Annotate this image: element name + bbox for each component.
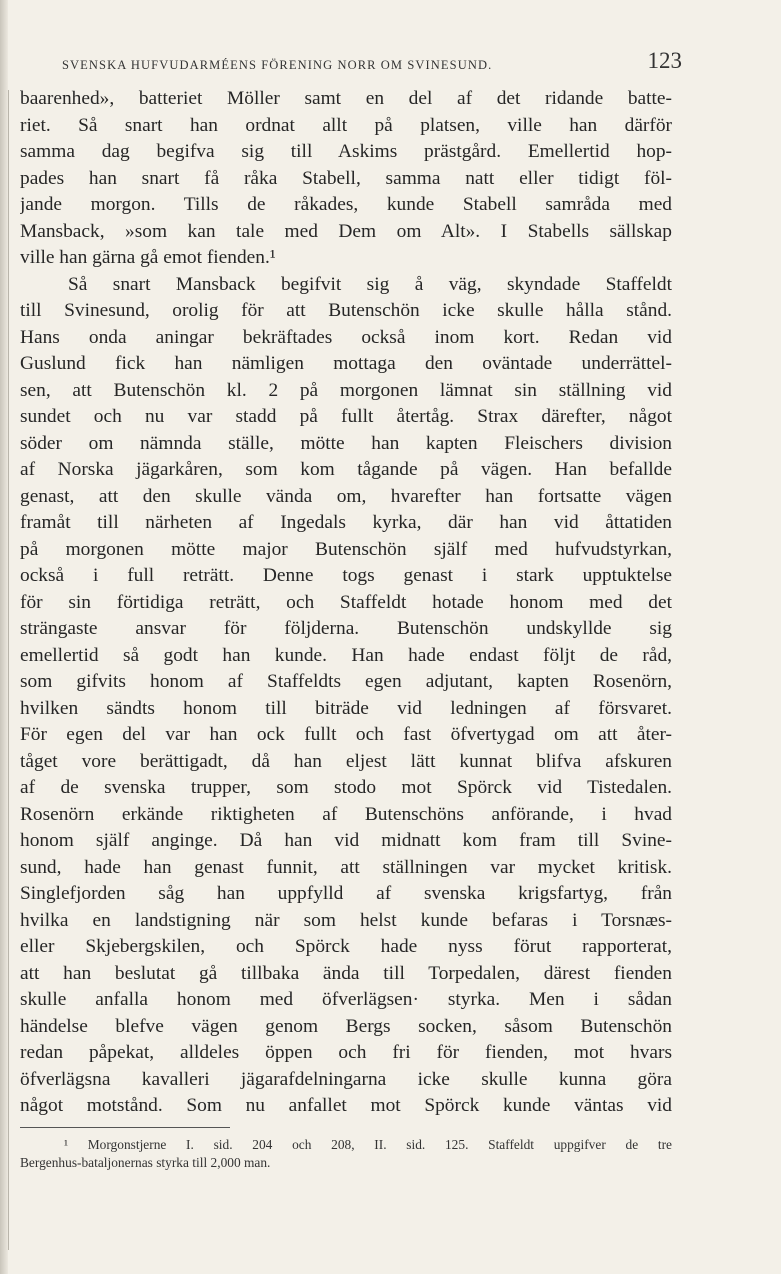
text-line: riet. Så snart han ordnat allt på platsen, ville han därför	[20, 114, 672, 136]
text-line: till Svinesund, orolig för att Butenschön icke skulle hålla stånd.	[20, 300, 672, 321]
text-line: sundet och nu var stadd på fullt återtåg. Strax därefter, något	[20, 406, 672, 427]
text-line: tåget vore berättigadt, då han eljest lätt kunnat blifva afskuren	[20, 750, 672, 772]
text-line: att han beslutat gå tillbaka ända till Torpedalen, därest fienden	[20, 962, 672, 984]
text-line: genast, att den skulle vända om, hvarefter han fortsatte vägen	[20, 485, 672, 507]
text-line: något motstånd. Som nu anfallet mot Spörck kunde väntas vid	[20, 1095, 672, 1116]
text-line: Guslund fick han nämligen mottaga den oväntade underrättel-	[20, 353, 672, 374]
text-line: skulle anfalla honom med öfverlägsen· styrka. Men i sådan	[20, 989, 672, 1010]
text-line: jande morgon. Tills de råkades, kunde Stabell samråda med	[20, 194, 672, 215]
text-line: sen, att Butenschön kl. 2 på morgonen lämnat sin ställning vid	[20, 379, 672, 401]
text-line: eller Skjebergskilen, och Spörck hade nyss förut rapporterat,	[20, 936, 672, 957]
text-line: För egen del var han ock fullt och fast öfvertygad om att åter-	[20, 724, 672, 745]
text-line: som gifvits honom af Staffeldts egen adjutant, kapten Rosenörn,	[20, 671, 672, 692]
text-line: Mansback, »som kan tale med Dem om Alt». I Stabells sällskap	[20, 220, 672, 242]
running-head: SVENSKA HUFVUDARMÉENS FÖRENING NORR OM SVINESUND.	[62, 58, 493, 72]
text-line: samma dag begifva sig till Askims prästgård. Emellertid hop-	[20, 141, 672, 162]
text-line: Hans onda aningar bekräftades också inom kort. Redan vid	[20, 326, 672, 348]
footnote-divider	[20, 1127, 230, 1128]
footnote-line: Bergenhus-bataljonernas styrka till 2,000 man.	[20, 1155, 271, 1170]
page-number: 123	[647, 48, 682, 73]
footnote-line: ¹ Morgonstjerne I. sid. 204 och 208, II. sid. 125. Staffeldt uppgifver de tre	[64, 1137, 672, 1152]
page-margin-line	[8, 90, 9, 1250]
text-line: af Norska jägarkåren, som kom tågande på vägen. Han befallde	[20, 459, 672, 480]
text-line: söder om nämnda ställe, mötte han kapten Fleischers division	[20, 432, 672, 454]
text-line: Rosenörn erkände riktigheten af Butenschöns anförande, i hvad	[20, 803, 672, 825]
text-line: honom själf anginge. Då han vid midnatt kom fram till Svine-	[20, 830, 672, 851]
text-line: hvilken sändts honom till biträde vid ledningen af försvaret.	[20, 697, 672, 719]
footnotes	[20, 1136, 672, 1172]
text-line: redan påpekat, alldeles öppen och fri för fienden, mot hvars	[20, 1042, 672, 1063]
text-line: sund, hade han genast funnit, att ställningen var mycket kritisk.	[20, 856, 672, 878]
text-line: strängaste ansvar för följderna. Butenschön undskyllde sig	[20, 618, 672, 639]
text-line: framåt till närheten af Ingedals kyrka, där han vid åttatiden	[20, 512, 672, 533]
text-line: för sin förtidiga reträtt, och Staffeldt hotade honom med det	[20, 591, 672, 613]
text-line: baarenhed», batteriet Möller samt en del af det ridande batte-	[20, 88, 672, 109]
page-header	[62, 48, 682, 78]
text-line: Så snart Mansback begifvit sig å väg, skyndade Staffeldt	[68, 273, 672, 295]
text-line: emellertid så godt han kunde. Han hade endast följt de råd,	[20, 644, 672, 666]
text-line: Singlefjorden såg han uppfylld af svenska krigsfartyg, från	[20, 883, 672, 904]
text-line: af de svenska trupper, som stodo mot Spörck vid Tistedalen.	[20, 777, 672, 798]
text-line: på morgonen mötte major Butenschön själf med hufvudstyrkan,	[20, 538, 672, 560]
text-line: händelse blefve vägen genom Bergs socken, såsom Butenschön	[20, 1015, 672, 1037]
body-text	[20, 86, 672, 1120]
text-line: hvilka en landstigning när som helst kunde befaras i Torsnæs-	[20, 909, 672, 931]
page-binding-edge	[0, 0, 8, 1274]
text-line: pades han snart få råka Stabell, samma natt eller tidigt föl-	[20, 167, 672, 189]
text-line: också i full reträtt. Denne togs genast i stark upptuktelse	[20, 565, 672, 586]
text-line: öfverlägsna kavalleri jägarafdelningarna icke skulle kunna göra	[20, 1068, 672, 1090]
text-line: ville han gärna gå emot fienden.¹	[20, 247, 276, 268]
